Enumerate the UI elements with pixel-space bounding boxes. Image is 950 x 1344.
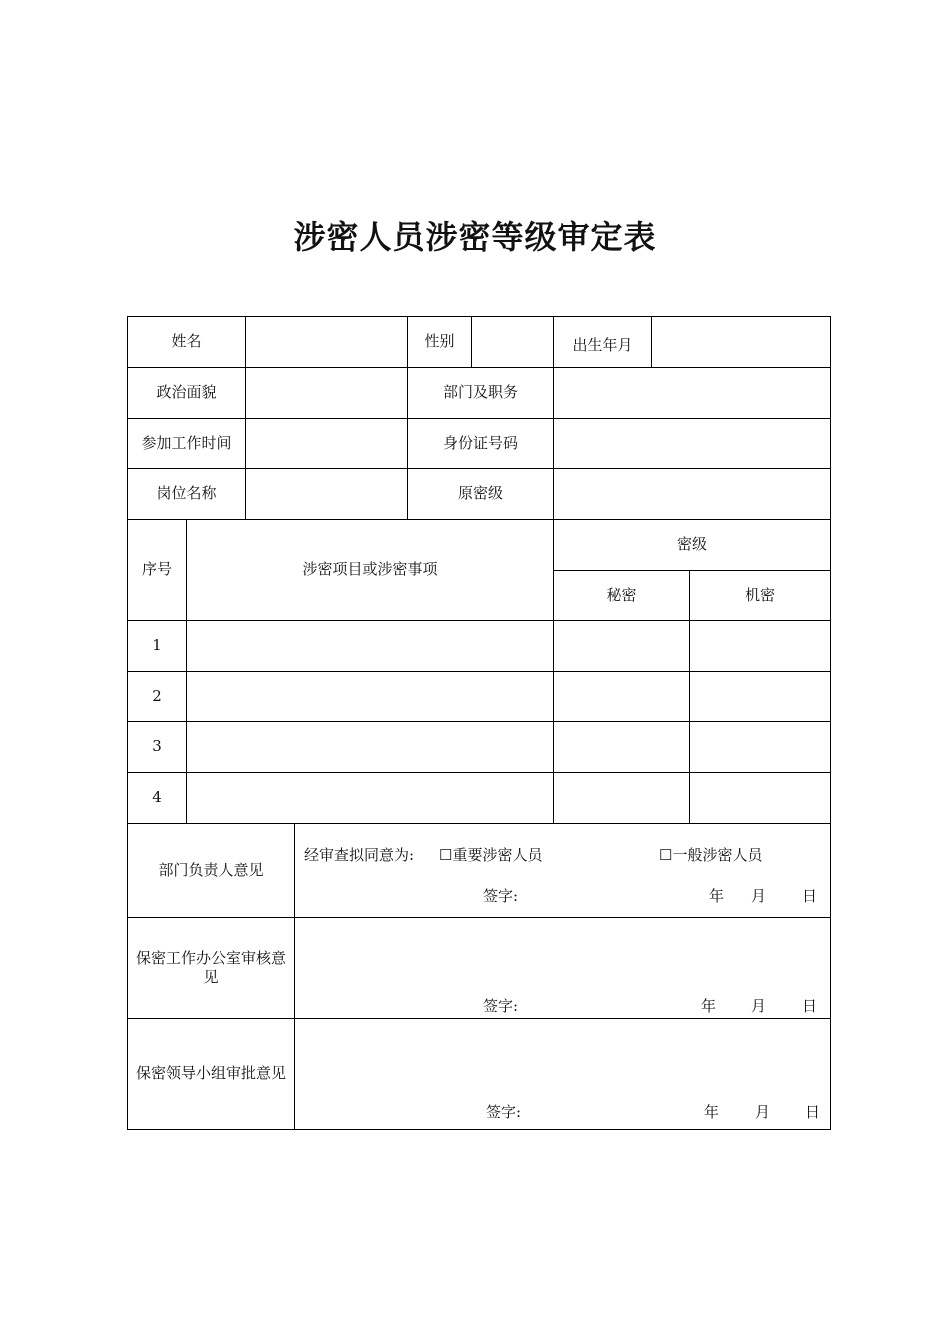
page-title: 涉密人员涉密等级审定表 (293, 218, 657, 256)
row-number: 3 (152, 737, 162, 756)
checkbox-icon[interactable]: ☐ (659, 846, 673, 864)
birth-label: 出生年月 (572, 336, 633, 355)
row-number: 1 (152, 636, 162, 655)
dept-field[interactable] (554, 368, 830, 418)
year-label: 年 (701, 997, 717, 1015)
item-label: 涉密项目或涉密事项 (302, 560, 438, 579)
orig-level-field[interactable] (554, 469, 830, 519)
political-label: 政治面貌 (156, 383, 217, 402)
name-field[interactable] (246, 317, 407, 367)
confidential-label: 机密 (744, 585, 775, 604)
id-field[interactable] (554, 419, 830, 468)
dept-head-label: 部门负责人意见 (158, 860, 264, 879)
option-important[interactable]: ☐重要涉密人员 (439, 846, 543, 864)
sign-label: 签字: (486, 1103, 522, 1121)
checkbox-icon[interactable]: ☐ (439, 846, 453, 864)
year-label: 年 (709, 887, 725, 905)
seq-label: 序号 (141, 560, 172, 579)
office-label: 保密工作办公室审核意见 (135, 948, 286, 986)
id-label: 身份证号码 (442, 433, 518, 452)
political-field[interactable] (246, 368, 407, 418)
day-label: 日 (802, 997, 818, 1015)
day-label: 日 (802, 887, 818, 905)
month-label: 月 (755, 1103, 771, 1121)
month-label: 月 (751, 997, 767, 1015)
name-label: 姓名 (171, 332, 202, 351)
dept-head-text: 经审查拟同意为: (304, 846, 415, 864)
post-field[interactable] (246, 469, 407, 519)
dept-label: 部门及职务 (442, 383, 518, 402)
group-label: 保密领导小组审批意见 (135, 1064, 286, 1083)
month-label: 月 (751, 887, 767, 905)
sign-label: 签字: (483, 887, 519, 905)
gender-label: 性别 (424, 332, 455, 351)
secret-label: 秘密 (606, 585, 637, 604)
work-start-field[interactable] (246, 419, 407, 468)
year-label: 年 (704, 1103, 720, 1121)
orig-level-label: 原密级 (457, 484, 503, 503)
day-label: 日 (805, 1103, 821, 1121)
work-start-label: 参加工作时间 (141, 433, 232, 452)
form-table (127, 316, 831, 1130)
row-number: 4 (152, 788, 162, 807)
birth-field[interactable] (652, 317, 830, 367)
row-number: 2 (152, 686, 162, 705)
option-general[interactable]: ☐一般涉密人员 (659, 846, 763, 864)
level-label: 密级 (676, 535, 707, 554)
post-label: 岗位名称 (156, 484, 217, 503)
gender-field[interactable] (472, 317, 553, 367)
sign-label: 签字: (483, 997, 519, 1015)
